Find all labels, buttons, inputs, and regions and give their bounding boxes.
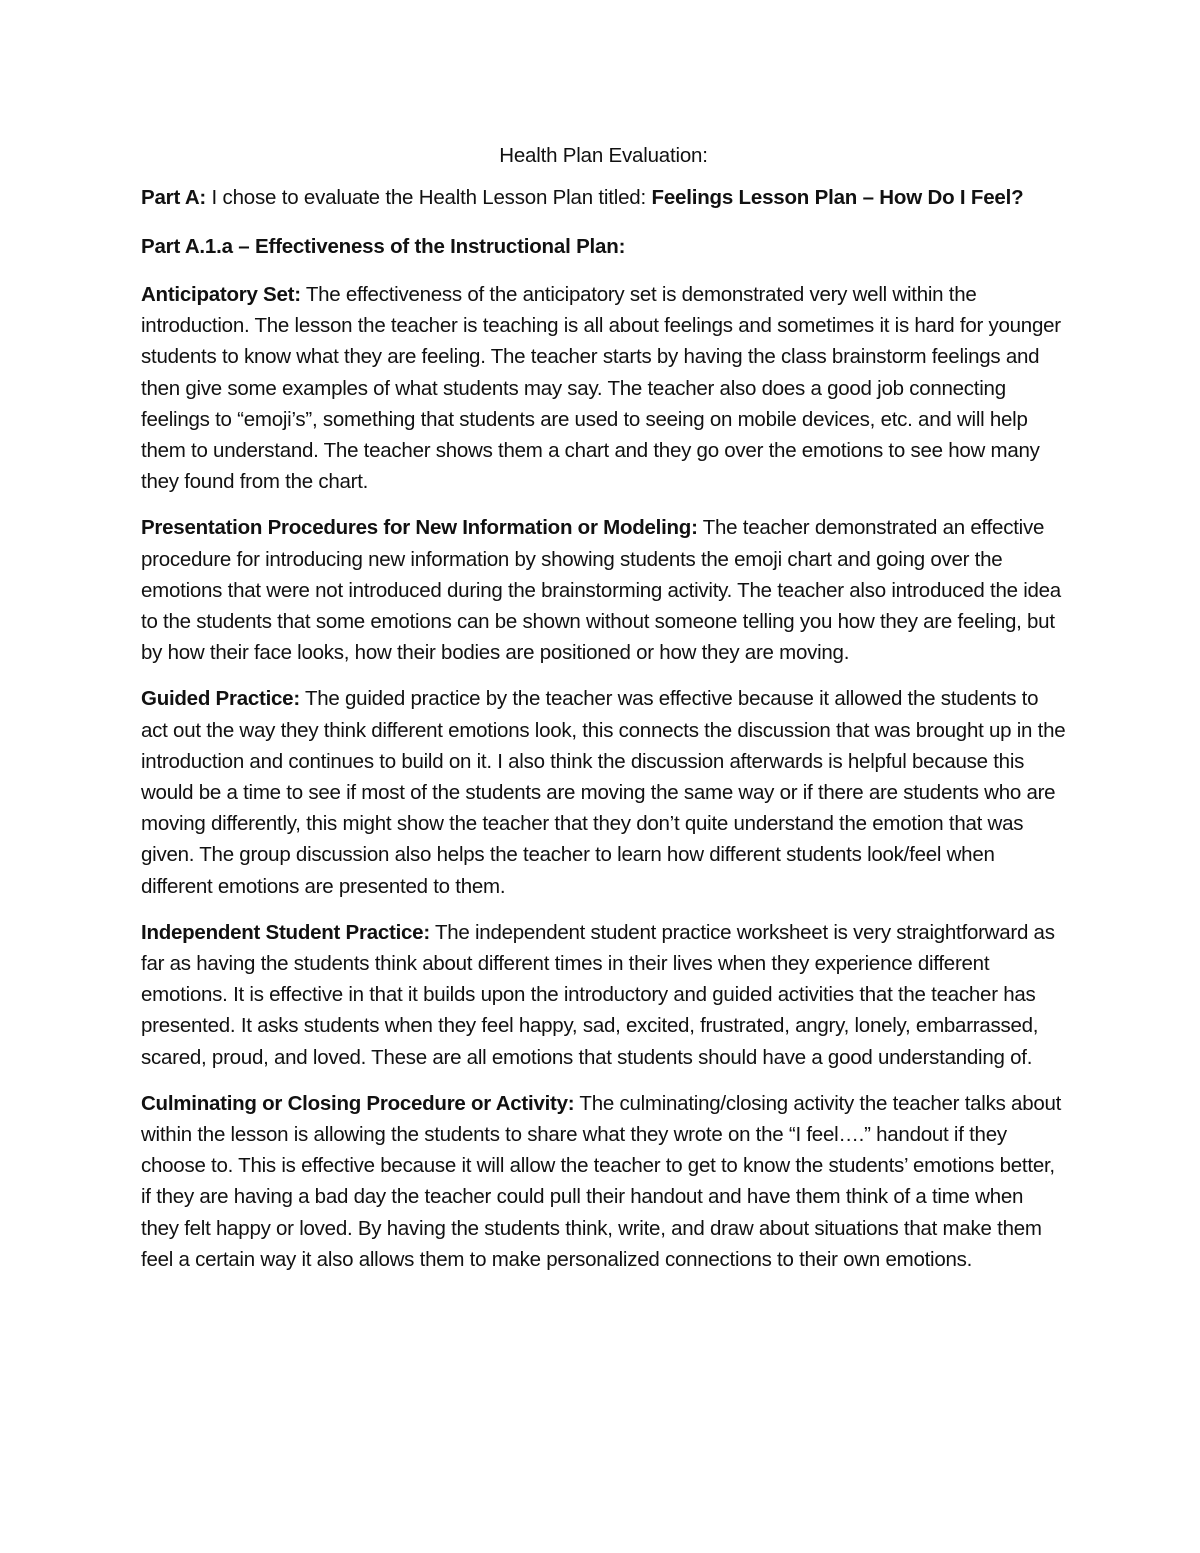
lesson-plan-title: Feelings Lesson Plan – How Do I Feel? [651, 186, 1024, 209]
section-text: The effectiveness of the anticipatory set is demonstrated very well within the introduction. The lesson the teacher is teaching is all about feelings and sometimes it is hard for younger students to know what they are feeling. The teacher starts by having the class brainstorm feelings and then give some examples of what students may say. The teacher also does a good job connecting feelings to “emoji’s”, something that students are used to seeing on mobile devices, etc. and will help them to understand. The teacher shows them a chart and they go over the emotions to see how many they found from the chart. [141, 283, 1061, 494]
section-text: The teacher demonstrated an effective procedure for introducing new information by showing students the emoji chart and going over the emotions that were not introduced during the brainstorming activity. The teacher also introduced the idea to the students that some emotions can be shown without someone telling you how they are feeling, but by how their face looks, how their bodies are positioned or how they are moving. [141, 516, 1061, 665]
section-label: Presentation Procedures for New Information or Modeling: [141, 516, 698, 540]
document-title: Health Plan Evaluation: [499, 144, 708, 167]
section-label: Independent Student Practice: [141, 920, 430, 944]
section-text: The culminating/closing activity the teacher talks about within the lesson is allowing the students to share what they wrote on the “I feel….” handout if they choose to. This is effective because it will allow the teacher to get to know the students’ emotions better, if they are having a bad day the teacher could pull their handout and have them think of a time when they felt happy or loved. By having the students think, write, and draw about situations that make them feel a certain way it also allows them to make personalized connections to their own emotions. [141, 1091, 1062, 1271]
part-a1a-heading [141, 231, 1066, 262]
section-label: Culminating or Closing Procedure or Activity: [141, 1091, 575, 1115]
section-text: The independent student practice worksheet is very straightforward as far as having the students think about different times in their lives when they experience different emotions. It is effective in that it builds upon the introductory and guided activities that the teacher has presented. It asks students when they feel happy, sad, excited, frustrated, angry, lonely, embarrassed, scared, proud, and loved. These are all emotions that students should have a good understanding of. [141, 920, 1055, 1069]
document-body [141, 138, 1066, 1290]
section-anticipatory-set [141, 279, 1066, 497]
part-a-text: I chose to evaluate the Health Lesson Plan titled: [206, 186, 652, 209]
part-a-line [141, 182, 1066, 213]
section-label: Guided Practice: [141, 687, 300, 711]
section-label: Anticipatory Set: [141, 283, 301, 306]
section-culminating-activity [141, 1088, 1066, 1275]
section-guided-practice [141, 683, 1066, 901]
part-a1a-heading-text: Part A.1.a – Effectiveness of the Instructional Plan: [141, 235, 626, 258]
part-a-label: Part A: [141, 186, 207, 209]
section-presentation-procedures [141, 512, 1066, 668]
section-independent-practice [141, 917, 1066, 1073]
section-text: The guided practice by the teacher was effective because it allowed the students to act out the way they think different emotions look, this connects the discussion that was brought up in the introduction and continues to build on it. I also think the discussion afterwards is helpful because this would be a time to see if most of the students are moving the same way or if there are students who are moving differently, this might show the teacher that they don’t quite understand the emotion that was given. The group discussion also helps the teacher to learn how different students look/feel when different emotions are presented to them. [141, 687, 1066, 898]
